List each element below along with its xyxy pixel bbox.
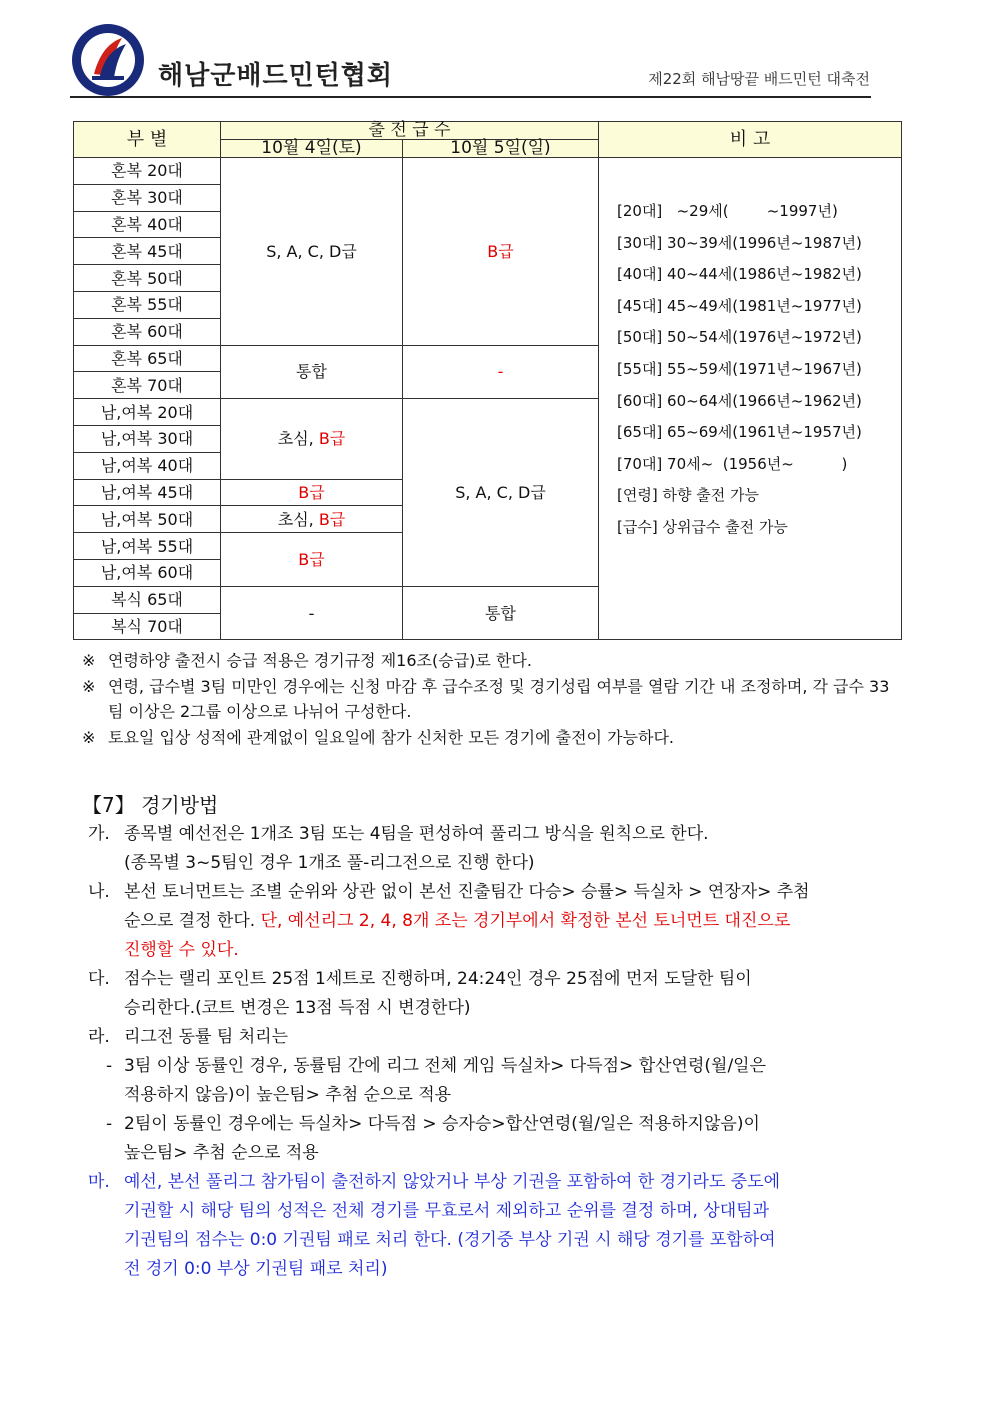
rule-subitem xyxy=(88,1052,928,1110)
note-mark: ※ xyxy=(82,677,96,696)
division-cell: 혼복 65대 xyxy=(74,345,221,372)
rule-text-highlight: 단, 예선리그 2, 4, 8개 조는 경기부에서 확정한 본선 토너먼트 대진으로 xyxy=(255,911,791,931)
remark-line: [30대] 30~39세(1996년~1987년) xyxy=(617,233,862,252)
rule-item xyxy=(88,878,928,965)
grade-cell: B급 xyxy=(221,533,403,587)
rule-text-highlight: 진행할 수 있다. xyxy=(124,940,239,960)
rule-text: 적용하지 않음)이 높은팀> 추첨 순으로 적용 xyxy=(124,1085,452,1105)
grade-cell xyxy=(221,399,403,479)
note-item xyxy=(82,648,902,673)
rule-text: 종목별 예선전은 1개조 3팀 또는 4팀을 편성하여 풀리그 방식을 원칙으로 한다. xyxy=(124,824,709,844)
rule-text: 2팀이 동률인 경우에는 득실차> 다득점 > 승자승>합산연령(월/일은 적용하지않음)이 xyxy=(124,1114,760,1134)
division-cell: 남,여복 60대 xyxy=(74,559,221,586)
grade-cell: - xyxy=(221,586,403,640)
division-cell: 남,여복 20대 xyxy=(74,399,221,426)
remarks-cell xyxy=(599,158,902,640)
header-day1: 10월 4일(토) xyxy=(221,140,403,158)
division-cell: 혼복 40대 xyxy=(74,211,221,238)
division-cell: 혼복 50대 xyxy=(74,265,221,292)
notes-block xyxy=(82,648,902,751)
note-mark: ※ xyxy=(82,651,96,670)
event-title: 제22회 해남땅끝 배드민턴 대축전 xyxy=(648,70,870,88)
rule-dash: - xyxy=(106,1114,113,1134)
note-text: 연령하양 출전시 승급 적용은 경기규정 제16조(승급)로 한다. xyxy=(108,651,532,670)
rule-item xyxy=(88,965,928,1023)
grade-cell: B급 xyxy=(221,479,403,506)
rule-text: 기권할 시 해당 팀의 성적은 전체 경기를 무효로서 제외하고 순위를 결정 하며, 상대팀과 xyxy=(124,1201,770,1221)
header-division: 부 별 xyxy=(74,122,221,158)
remark-line: [70대] 70세~ (1956년~ ) xyxy=(617,454,848,473)
section-title: 【7】 경기방법 xyxy=(82,793,219,817)
grade-cell: B급 xyxy=(403,158,599,346)
division-cell: 혼복 30대 xyxy=(74,184,221,211)
note-item xyxy=(82,674,902,724)
grade-cell: S, A, C, D급 xyxy=(221,158,403,346)
division-cell: 남,여복 50대 xyxy=(74,506,221,533)
header-day2: 10월 5일(일) xyxy=(403,140,599,158)
rule-text: 승리한다.(코트 변경은 13점 득점 시 변경한다) xyxy=(124,998,471,1018)
division-cell: 복식 65대 xyxy=(74,586,221,613)
header-remarks: 비 고 xyxy=(599,122,902,158)
rule-item xyxy=(88,1023,928,1052)
grade-prefix: 초심, xyxy=(277,509,314,529)
grade-cell: 통합 xyxy=(403,586,599,640)
division-cell: 남,여복 30대 xyxy=(74,425,221,452)
remark-line: [40대] 40~44세(1986년~1982년) xyxy=(617,265,862,284)
rule-dash: - xyxy=(106,1056,113,1076)
rule-text: (종목별 3~5팀인 경우 1개조 풀-리그전으로 진행 한다) xyxy=(124,853,535,873)
remark-line: [50대] 50~54세(1976년~1972년) xyxy=(617,328,862,347)
note-text: 토요일 입상 성적에 관계없이 일요일에 참가 신처한 모든 경기에 출전이 가능하다. xyxy=(108,728,674,747)
division-cell: 혼복 55대 xyxy=(74,291,221,318)
remark-line: [45대] 45~49세(1981년~1977년) xyxy=(617,296,862,315)
remark-line: [65대] 65~69세(1961년~1957년) xyxy=(617,423,862,442)
rule-text: 기권팀의 점수는 0:0 기권팀 패로 처리 한다. (경기중 부상 기권 시 해당 경기를 포함하여 xyxy=(124,1230,776,1250)
rule-text: 점수는 랠리 포인트 25점 1세트로 진행하며, 24:24인 경우 25점에 먼저 도달한 팀이 xyxy=(124,969,752,989)
division-cell: 혼복 45대 xyxy=(74,238,221,265)
rule-item xyxy=(88,1168,928,1284)
remark-line: [20대] ~29세( ~1997년) xyxy=(617,202,838,220)
grade-b: B급 xyxy=(318,429,346,449)
division-cell: 혼복 70대 xyxy=(74,372,221,399)
grade-b: B급 xyxy=(318,509,346,529)
organization-title: 해남군배드민턴협회 xyxy=(158,61,394,91)
division-cell: 남,여복 40대 xyxy=(74,452,221,479)
rule-text: 예선, 본선 풀리그 참가팀이 출전하지 않았거나 부상 기권을 포함하여 한 경기라도 중도에 xyxy=(124,1172,781,1192)
remark-line: [60대] 60~64세(1966년~1962년) xyxy=(617,391,862,410)
rule-text: 본선 토너먼트는 조별 순위와 상관 없이 본선 진출팀간 다승> 승률> 득실차 > 연장자> 추첨 xyxy=(124,882,810,902)
remark-line: [연령] 하향 출전 가능 xyxy=(617,486,759,505)
rule-label: 가. xyxy=(88,824,110,844)
remark-line: [55대] 55~59세(1971년~1967년) xyxy=(617,359,862,378)
note-mark: ※ xyxy=(82,728,96,747)
rule-label: 다. xyxy=(88,969,110,989)
rule-label: 나. xyxy=(88,882,110,902)
grade-cell: 통합 xyxy=(221,345,403,399)
grade-table xyxy=(73,121,902,640)
rule-text xyxy=(124,907,928,936)
division-cell: 남,여복 55대 xyxy=(74,533,221,560)
division-cell: 남,여복 45대 xyxy=(74,479,221,506)
division-cell: 혼복 60대 xyxy=(74,318,221,345)
grade-cell: S, A, C, D급 xyxy=(403,399,599,587)
grade-prefix: 초심, xyxy=(277,429,314,449)
rule-text: 전 경기 0:0 부상 기권팀 패로 처리) xyxy=(124,1259,388,1279)
rule-item xyxy=(88,820,928,878)
header-grade: 출 전 급 수 xyxy=(221,122,599,140)
rule-label: 라. xyxy=(88,1027,110,1047)
remark-line: [급수] 상위급수 출전 가능 xyxy=(617,517,788,536)
rule-text: 높은팀> 추첨 순으로 적용 xyxy=(124,1143,319,1163)
division-cell: 혼복 20대 xyxy=(74,158,221,185)
division-cell: 복식 70대 xyxy=(74,613,221,640)
note-item xyxy=(82,725,902,750)
rule-text-part: 순으로 결정 한다. xyxy=(124,911,256,931)
rule-text: 3팀 이상 동률인 경우, 동률팀 간에 리그 전체 게임 득실차> 다득점> 합산연령(월/일은 xyxy=(124,1056,767,1076)
grade-cell xyxy=(221,506,403,533)
grade-cell: - xyxy=(403,345,599,399)
rule-subitem xyxy=(88,1110,928,1168)
rule-text: 리그전 동률 팀 처리는 xyxy=(124,1027,289,1047)
note-text: 연령, 급수별 3팀 미만인 경우에는 신청 마감 후 급수조정 및 경기성립 여부를 열람 기간 내 조정하며, 각 급수 33팀 이상은 2그룹 이상으로 나뉘어 구성한다. xyxy=(108,677,890,721)
association-logo xyxy=(70,22,146,98)
rules-list xyxy=(88,820,928,1284)
header-divider xyxy=(70,96,871,98)
rule-label: 마. xyxy=(88,1172,110,1192)
